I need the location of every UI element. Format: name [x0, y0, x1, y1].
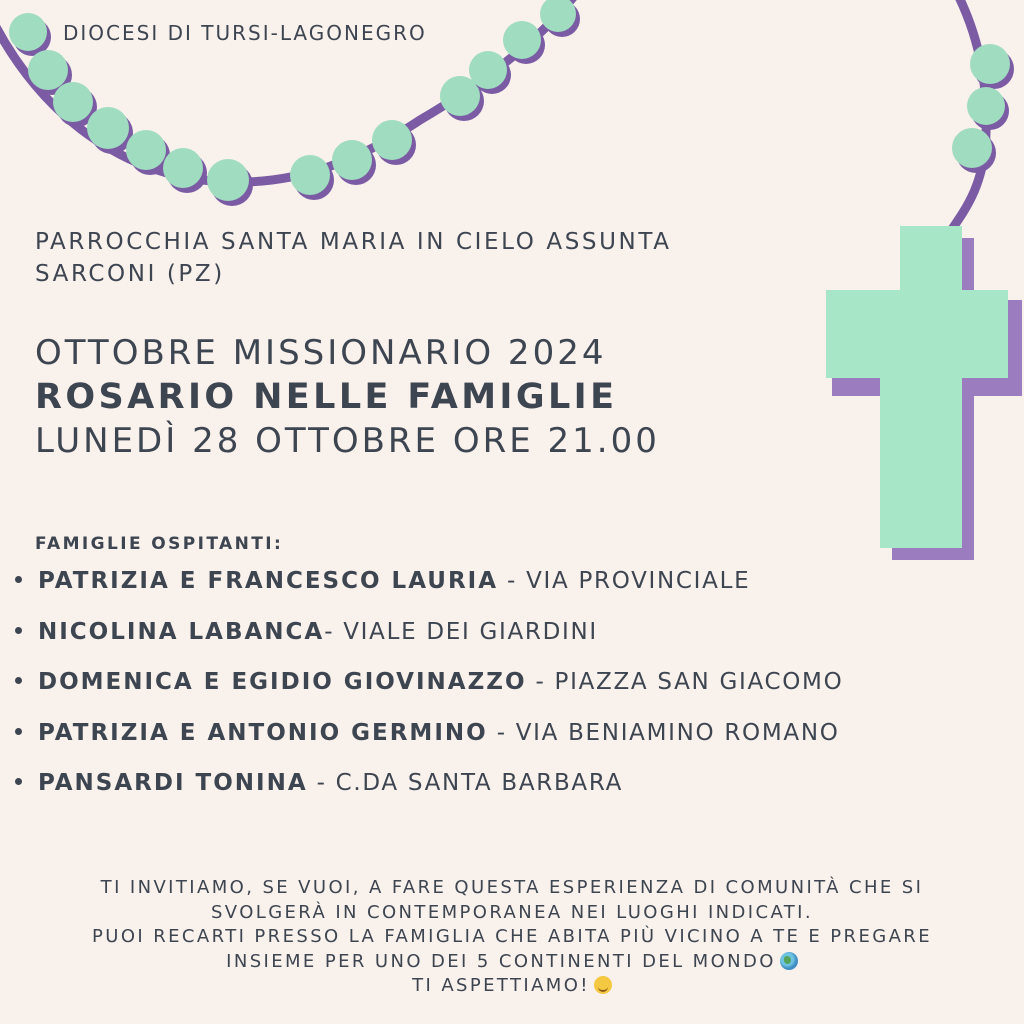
list-item [15, 615, 843, 666]
parish-location: SARCONI (PZ) [35, 261, 225, 287]
invite-closing: TI ASPETTIAMO! [412, 975, 590, 996]
separator: - [526, 669, 555, 695]
bead [207, 159, 249, 201]
event-subtitle: OTTOBRE MISSIONARIO 2024 [35, 333, 607, 373]
invite-line-text: INSIEME PER UNO DEI 5 CONTINENTI DEL MONDO [226, 950, 776, 972]
separator: - [307, 770, 336, 796]
bullet-icon [15, 778, 22, 785]
invite-line: SVOLGERÀ IN CONTEMPORANEA NEI LUOGHI INDICATI. [210, 901, 814, 923]
globe-emoji-icon [780, 952, 798, 970]
smiling-face-emoji-icon [594, 976, 612, 994]
families-heading: FAMIGLIE OSPITANTI: [35, 534, 284, 554]
family-address: PIAZZA SAN GIACOMO [554, 669, 844, 695]
separator: - [324, 618, 344, 645]
family-name: PANSARDI TONINA [38, 770, 308, 796]
bead [372, 120, 412, 160]
bead [952, 128, 992, 168]
list-item [15, 564, 843, 615]
cross-icon [826, 226, 1022, 560]
family-address: VIA BENIAMINO ROMANO [515, 719, 840, 746]
event-title: ROSARIO NELLE FAMIGLIE [35, 377, 618, 417]
family-address: VIALE DEI GIARDINI [343, 618, 598, 645]
bead [53, 82, 93, 122]
family-name: DOMENICA E EGIDIO GIOVINAZZO [38, 669, 527, 695]
family-name: PATRIZIA E ANTONIO GERMINO [38, 719, 488, 746]
separator: - [498, 568, 527, 594]
bead [126, 130, 166, 170]
family-name: PATRIZIA E FRANCESCO LAURIA [38, 568, 499, 594]
list-item [15, 766, 843, 817]
parish-info [35, 226, 672, 290]
bead [87, 107, 129, 149]
parish-name: PARROCCHIA SANTA MARIA IN CIELO ASSUNTA [35, 229, 672, 255]
bullet-icon [15, 728, 22, 735]
bead [290, 155, 330, 195]
bullet-icon [15, 627, 22, 634]
family-address: VIA PROVINCIALE [526, 568, 751, 594]
family-name: NICOLINA LABANCA [38, 618, 325, 645]
invite-line [20, 950, 1004, 975]
bullet-icon [15, 677, 22, 684]
list-item [15, 716, 843, 767]
separator: - [487, 719, 516, 746]
diocese-title: DIOCESI DI TURSI-LAGONEGRO [63, 21, 427, 45]
bullet-icon [15, 576, 22, 583]
bead [9, 13, 47, 51]
bead [967, 87, 1005, 125]
event-headline [35, 331, 660, 463]
invitation-text [20, 876, 1004, 999]
family-address: C.DA SANTA BARBARA [335, 770, 624, 796]
invite-line: TI INVITIAMO, SE VUOI, A FARE QUESTA ESPERIENZA DI COMUNITÀ CHE SI [100, 877, 924, 898]
bead [163, 148, 203, 188]
bead [503, 21, 541, 59]
bead [469, 51, 507, 89]
invite-line [20, 974, 1004, 999]
bead [970, 44, 1010, 84]
invite-line: PUOI RECARTI PRESSO LA FAMIGLIA CHE ABITA PIÙ VICINO A TE E PREGARE [92, 926, 932, 947]
list-item [15, 665, 843, 716]
event-datetime: LUNEDÌ 28 OTTOBRE ORE 21.00 [35, 421, 660, 461]
families-list [15, 564, 843, 817]
bead [28, 50, 68, 90]
bead [332, 140, 372, 180]
